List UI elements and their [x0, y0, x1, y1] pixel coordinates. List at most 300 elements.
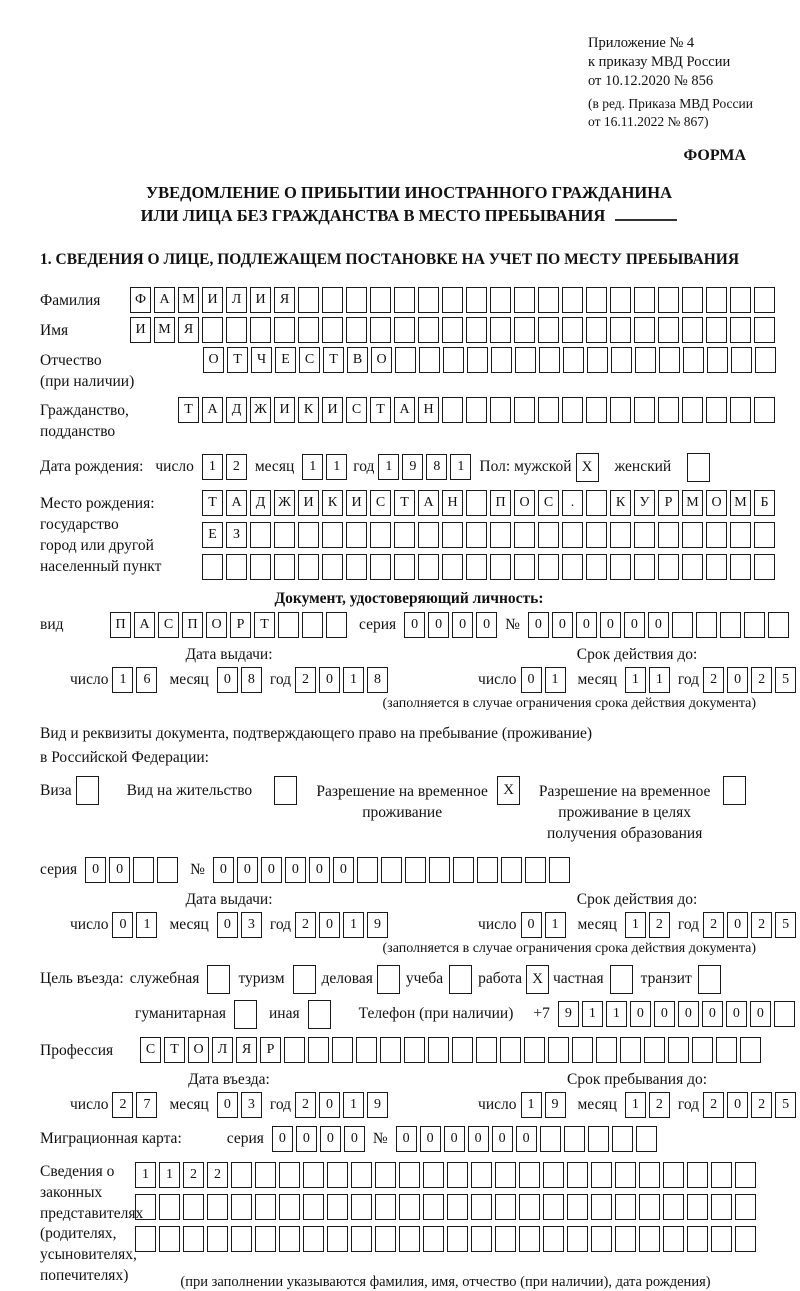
- char-cell[interactable]: [466, 554, 487, 580]
- char-cell[interactable]: [634, 287, 655, 313]
- char-cell[interactable]: [279, 1194, 300, 1220]
- char-cell[interactable]: К: [610, 490, 631, 516]
- char-cell[interactable]: [730, 317, 751, 343]
- char-cell[interactable]: 0: [726, 1001, 747, 1027]
- char-cell[interactable]: [466, 317, 487, 343]
- char-cell[interactable]: З: [226, 522, 247, 548]
- char-cell[interactable]: О: [514, 490, 535, 516]
- char-cell[interactable]: А: [226, 490, 247, 516]
- char-cell[interactable]: [423, 1162, 444, 1188]
- purpose-transit-checkbox[interactable]: [698, 965, 721, 994]
- char-cell[interactable]: 0: [320, 1126, 341, 1152]
- char-cell[interactable]: [255, 1226, 276, 1252]
- char-cell[interactable]: 3: [241, 1092, 262, 1118]
- char-cell[interactable]: [490, 554, 511, 580]
- char-cell[interactable]: [351, 1226, 372, 1252]
- char-cell[interactable]: [706, 554, 727, 580]
- char-cell[interactable]: 0: [492, 1126, 513, 1152]
- char-cell[interactable]: 2: [295, 667, 316, 693]
- char-cell[interactable]: [159, 1226, 180, 1252]
- char-cell[interactable]: [562, 554, 583, 580]
- char-cell[interactable]: [394, 554, 415, 580]
- char-cell[interactable]: [429, 857, 450, 883]
- char-cell[interactable]: Я: [274, 287, 295, 313]
- char-cell[interactable]: Д: [250, 490, 271, 516]
- char-cell[interactable]: П: [490, 490, 511, 516]
- char-cell[interactable]: [682, 522, 703, 548]
- char-cell[interactable]: 7: [136, 1092, 157, 1118]
- char-cell[interactable]: [567, 1226, 588, 1252]
- char-cell[interactable]: [659, 347, 680, 373]
- char-cell[interactable]: [442, 317, 463, 343]
- char-cell[interactable]: [639, 1162, 660, 1188]
- char-cell[interactable]: [477, 857, 498, 883]
- char-cell[interactable]: [683, 347, 704, 373]
- char-cell[interactable]: [564, 1126, 585, 1152]
- char-cell[interactable]: Т: [164, 1037, 185, 1063]
- char-cell[interactable]: [538, 287, 559, 313]
- char-cell[interactable]: [274, 554, 295, 580]
- purpose-business-checkbox[interactable]: [377, 965, 400, 994]
- char-cell[interactable]: И: [274, 397, 295, 423]
- char-cell[interactable]: Т: [202, 490, 223, 516]
- char-cell[interactable]: [308, 1037, 329, 1063]
- char-cell[interactable]: О: [206, 612, 227, 638]
- char-cell[interactable]: 1: [450, 454, 471, 480]
- char-cell[interactable]: [447, 1194, 468, 1220]
- char-cell[interactable]: [442, 397, 463, 423]
- char-cell[interactable]: М: [178, 287, 199, 313]
- char-cell[interactable]: [754, 554, 775, 580]
- char-cell[interactable]: 0: [648, 612, 669, 638]
- char-cell[interactable]: [453, 857, 474, 883]
- visa-checkbox[interactable]: [76, 776, 99, 805]
- char-cell[interactable]: 2: [112, 1092, 133, 1118]
- char-cell[interactable]: [202, 554, 223, 580]
- char-cell[interactable]: Т: [370, 397, 391, 423]
- char-cell[interactable]: 1: [112, 667, 133, 693]
- char-cell[interactable]: 0: [521, 667, 542, 693]
- char-cell[interactable]: [514, 317, 535, 343]
- char-cell[interactable]: [418, 554, 439, 580]
- char-cell[interactable]: [490, 287, 511, 313]
- char-cell[interactable]: [490, 317, 511, 343]
- char-cell[interactable]: А: [202, 397, 223, 423]
- char-cell[interactable]: [452, 1037, 473, 1063]
- char-cell[interactable]: [682, 554, 703, 580]
- char-cell[interactable]: 9: [367, 912, 388, 938]
- char-cell[interactable]: 0: [630, 1001, 651, 1027]
- char-cell[interactable]: [586, 397, 607, 423]
- char-cell[interactable]: [447, 1226, 468, 1252]
- char-cell[interactable]: О: [203, 347, 224, 373]
- char-cell[interactable]: [346, 554, 367, 580]
- char-cell[interactable]: [466, 522, 487, 548]
- char-cell[interactable]: [586, 522, 607, 548]
- char-cell[interactable]: [418, 522, 439, 548]
- char-cell[interactable]: С: [140, 1037, 161, 1063]
- char-cell[interactable]: [394, 287, 415, 313]
- char-cell[interactable]: [501, 857, 522, 883]
- char-cell[interactable]: [682, 287, 703, 313]
- char-cell[interactable]: [466, 287, 487, 313]
- char-cell[interactable]: 0: [702, 1001, 723, 1027]
- char-cell[interactable]: [284, 1037, 305, 1063]
- char-cell[interactable]: А: [134, 612, 155, 638]
- char-cell[interactable]: [706, 287, 727, 313]
- char-cell[interactable]: [731, 347, 752, 373]
- char-cell[interactable]: 0: [285, 857, 306, 883]
- char-cell[interactable]: 2: [703, 1092, 724, 1118]
- char-cell[interactable]: 1: [343, 912, 364, 938]
- char-cell[interactable]: С: [299, 347, 320, 373]
- char-cell[interactable]: Р: [658, 490, 679, 516]
- char-cell[interactable]: [298, 287, 319, 313]
- char-cell[interactable]: 0: [85, 857, 106, 883]
- char-cell[interactable]: [644, 1037, 665, 1063]
- char-cell[interactable]: [346, 287, 367, 313]
- char-cell[interactable]: [394, 317, 415, 343]
- char-cell[interactable]: 1: [545, 912, 566, 938]
- char-cell[interactable]: [495, 1226, 516, 1252]
- char-cell[interactable]: 3: [241, 912, 262, 938]
- char-cell[interactable]: 6: [136, 667, 157, 693]
- char-cell[interactable]: .: [562, 490, 583, 516]
- char-cell[interactable]: Т: [227, 347, 248, 373]
- char-cell[interactable]: 0: [528, 612, 549, 638]
- char-cell[interactable]: 0: [217, 1092, 238, 1118]
- char-cell[interactable]: [620, 1037, 641, 1063]
- char-cell[interactable]: 9: [402, 454, 423, 480]
- purpose-study-checkbox[interactable]: [449, 965, 472, 994]
- char-cell[interactable]: [207, 1226, 228, 1252]
- char-cell[interactable]: [615, 1162, 636, 1188]
- char-cell[interactable]: [658, 554, 679, 580]
- char-cell[interactable]: 0: [624, 612, 645, 638]
- char-cell[interactable]: 0: [319, 667, 340, 693]
- char-cell[interactable]: [548, 1037, 569, 1063]
- char-cell[interactable]: [716, 1037, 737, 1063]
- char-cell[interactable]: [357, 857, 378, 883]
- char-cell[interactable]: [615, 1194, 636, 1220]
- char-cell[interactable]: 1: [521, 1092, 542, 1118]
- char-cell[interactable]: П: [182, 612, 203, 638]
- char-cell[interactable]: Т: [178, 397, 199, 423]
- char-cell[interactable]: [754, 317, 775, 343]
- char-cell[interactable]: [255, 1194, 276, 1220]
- char-cell[interactable]: [279, 1162, 300, 1188]
- char-cell[interactable]: [562, 522, 583, 548]
- char-cell[interactable]: [135, 1194, 156, 1220]
- char-cell[interactable]: [549, 857, 570, 883]
- char-cell[interactable]: [443, 347, 464, 373]
- char-cell[interactable]: [735, 1194, 756, 1220]
- char-cell[interactable]: [610, 397, 631, 423]
- char-cell[interactable]: [682, 397, 703, 423]
- char-cell[interactable]: 1: [202, 454, 223, 480]
- char-cell[interactable]: 8: [367, 667, 388, 693]
- char-cell[interactable]: [183, 1194, 204, 1220]
- char-cell[interactable]: Д: [226, 397, 247, 423]
- char-cell[interactable]: 9: [367, 1092, 388, 1118]
- char-cell[interactable]: [687, 1162, 708, 1188]
- char-cell[interactable]: 1: [606, 1001, 627, 1027]
- purpose-work-checkbox[interactable]: X: [526, 965, 549, 994]
- char-cell[interactable]: [346, 522, 367, 548]
- char-cell[interactable]: [404, 1037, 425, 1063]
- temp-residence-permit-checkbox[interactable]: X: [497, 776, 520, 805]
- char-cell[interactable]: [540, 1126, 561, 1152]
- char-cell[interactable]: [538, 554, 559, 580]
- char-cell[interactable]: [658, 287, 679, 313]
- char-cell[interactable]: [442, 522, 463, 548]
- char-cell[interactable]: [322, 554, 343, 580]
- char-cell[interactable]: 1: [159, 1162, 180, 1188]
- char-cell[interactable]: 0: [468, 1126, 489, 1152]
- char-cell[interactable]: [346, 317, 367, 343]
- char-cell[interactable]: 1: [326, 454, 347, 480]
- char-cell[interactable]: 0: [261, 857, 282, 883]
- char-cell[interactable]: 0: [109, 857, 130, 883]
- char-cell[interactable]: [754, 522, 775, 548]
- char-cell[interactable]: Н: [418, 397, 439, 423]
- char-cell[interactable]: [730, 287, 751, 313]
- char-cell[interactable]: [500, 1037, 521, 1063]
- char-cell[interactable]: [495, 1162, 516, 1188]
- char-cell[interactable]: С: [346, 397, 367, 423]
- char-cell[interactable]: Р: [260, 1037, 281, 1063]
- char-cell[interactable]: [274, 317, 295, 343]
- char-cell[interactable]: [658, 317, 679, 343]
- char-cell[interactable]: С: [158, 612, 179, 638]
- char-cell[interactable]: [380, 1037, 401, 1063]
- char-cell[interactable]: 0: [404, 612, 425, 638]
- char-cell[interactable]: К: [322, 490, 343, 516]
- char-cell[interactable]: [740, 1037, 761, 1063]
- char-cell[interactable]: [298, 554, 319, 580]
- char-cell[interactable]: [562, 397, 583, 423]
- char-cell[interactable]: [658, 397, 679, 423]
- char-cell[interactable]: И: [322, 397, 343, 423]
- char-cell[interactable]: [567, 1194, 588, 1220]
- char-cell[interactable]: [514, 554, 535, 580]
- char-cell[interactable]: [720, 612, 741, 638]
- char-cell[interactable]: 2: [703, 667, 724, 693]
- char-cell[interactable]: 0: [750, 1001, 771, 1027]
- char-cell[interactable]: [730, 397, 751, 423]
- char-cell[interactable]: [754, 287, 775, 313]
- char-cell[interactable]: 1: [302, 454, 323, 480]
- char-cell[interactable]: 1: [625, 912, 646, 938]
- char-cell[interactable]: [303, 1162, 324, 1188]
- char-cell[interactable]: [663, 1162, 684, 1188]
- char-cell[interactable]: А: [154, 287, 175, 313]
- char-cell[interactable]: [591, 1162, 612, 1188]
- char-cell[interactable]: [399, 1162, 420, 1188]
- char-cell[interactable]: 0: [678, 1001, 699, 1027]
- purpose-official-checkbox[interactable]: [207, 965, 230, 994]
- char-cell[interactable]: 0: [521, 912, 542, 938]
- char-cell[interactable]: 5: [775, 1092, 796, 1118]
- char-cell[interactable]: [466, 397, 487, 423]
- char-cell[interactable]: [423, 1226, 444, 1252]
- char-cell[interactable]: [322, 317, 343, 343]
- char-cell[interactable]: [639, 1194, 660, 1220]
- char-cell[interactable]: [442, 554, 463, 580]
- char-cell[interactable]: [755, 347, 776, 373]
- char-cell[interactable]: П: [110, 612, 131, 638]
- char-cell[interactable]: [207, 1194, 228, 1220]
- char-cell[interactable]: М: [730, 490, 751, 516]
- char-cell[interactable]: [231, 1194, 252, 1220]
- char-cell[interactable]: 0: [420, 1126, 441, 1152]
- char-cell[interactable]: Л: [212, 1037, 233, 1063]
- char-cell[interactable]: О: [188, 1037, 209, 1063]
- char-cell[interactable]: [610, 522, 631, 548]
- residence-permit-checkbox[interactable]: [274, 776, 297, 805]
- char-cell[interactable]: [658, 522, 679, 548]
- char-cell[interactable]: [356, 1037, 377, 1063]
- char-cell[interactable]: [615, 1226, 636, 1252]
- char-cell[interactable]: [774, 1001, 795, 1027]
- char-cell[interactable]: [744, 612, 765, 638]
- char-cell[interactable]: [405, 857, 426, 883]
- char-cell[interactable]: Р: [230, 612, 251, 638]
- char-cell[interactable]: 2: [207, 1162, 228, 1188]
- char-cell[interactable]: 1: [378, 454, 399, 480]
- char-cell[interactable]: 2: [295, 912, 316, 938]
- char-cell[interactable]: [543, 1162, 564, 1188]
- char-cell[interactable]: 0: [344, 1126, 365, 1152]
- char-cell[interactable]: 0: [213, 857, 234, 883]
- char-cell[interactable]: А: [394, 397, 415, 423]
- char-cell[interactable]: [423, 1194, 444, 1220]
- char-cell[interactable]: 5: [775, 912, 796, 938]
- char-cell[interactable]: [635, 347, 656, 373]
- char-cell[interactable]: [351, 1162, 372, 1188]
- char-cell[interactable]: [133, 857, 154, 883]
- char-cell[interactable]: [562, 287, 583, 313]
- char-cell[interactable]: [672, 612, 693, 638]
- char-cell[interactable]: [543, 1226, 564, 1252]
- char-cell[interactable]: [370, 554, 391, 580]
- char-cell[interactable]: [231, 1162, 252, 1188]
- char-cell[interactable]: У: [634, 490, 655, 516]
- char-cell[interactable]: [711, 1162, 732, 1188]
- char-cell[interactable]: Л: [226, 287, 247, 313]
- char-cell[interactable]: 0: [296, 1126, 317, 1152]
- char-cell[interactable]: [471, 1194, 492, 1220]
- char-cell[interactable]: [327, 1162, 348, 1188]
- char-cell[interactable]: 0: [600, 612, 621, 638]
- char-cell[interactable]: О: [371, 347, 392, 373]
- char-cell[interactable]: [419, 347, 440, 373]
- char-cell[interactable]: 0: [452, 612, 473, 638]
- char-cell[interactable]: [490, 397, 511, 423]
- char-cell[interactable]: [663, 1226, 684, 1252]
- char-cell[interactable]: [381, 857, 402, 883]
- char-cell[interactable]: [327, 1226, 348, 1252]
- char-cell[interactable]: 0: [319, 1092, 340, 1118]
- char-cell[interactable]: 0: [654, 1001, 675, 1027]
- char-cell[interactable]: [279, 1226, 300, 1252]
- char-cell[interactable]: 8: [426, 454, 447, 480]
- char-cell[interactable]: 1: [649, 667, 670, 693]
- char-cell[interactable]: [255, 1162, 276, 1188]
- char-cell[interactable]: 2: [226, 454, 247, 480]
- char-cell[interactable]: [706, 522, 727, 548]
- char-cell[interactable]: [302, 612, 323, 638]
- char-cell[interactable]: [515, 347, 536, 373]
- char-cell[interactable]: 0: [217, 912, 238, 938]
- char-cell[interactable]: 0: [237, 857, 258, 883]
- char-cell[interactable]: 0: [552, 612, 573, 638]
- char-cell[interactable]: [202, 317, 223, 343]
- char-cell[interactable]: И: [130, 317, 151, 343]
- char-cell[interactable]: 2: [649, 912, 670, 938]
- char-cell[interactable]: [572, 1037, 593, 1063]
- char-cell[interactable]: С: [538, 490, 559, 516]
- char-cell[interactable]: [538, 317, 559, 343]
- char-cell[interactable]: Ж: [250, 397, 271, 423]
- char-cell[interactable]: [491, 347, 512, 373]
- gender-male-checkbox[interactable]: X: [576, 453, 599, 482]
- char-cell[interactable]: [514, 287, 535, 313]
- char-cell[interactable]: 0: [428, 612, 449, 638]
- char-cell[interactable]: [157, 857, 178, 883]
- char-cell[interactable]: 2: [751, 1092, 772, 1118]
- char-cell[interactable]: [634, 317, 655, 343]
- char-cell[interactable]: 0: [727, 667, 748, 693]
- purpose-humanitarian-checkbox[interactable]: [234, 1000, 257, 1029]
- char-cell[interactable]: И: [202, 287, 223, 313]
- char-cell[interactable]: 0: [516, 1126, 537, 1152]
- char-cell[interactable]: [706, 317, 727, 343]
- char-cell[interactable]: [562, 317, 583, 343]
- char-cell[interactable]: 1: [136, 912, 157, 938]
- char-cell[interactable]: А: [418, 490, 439, 516]
- char-cell[interactable]: [375, 1226, 396, 1252]
- char-cell[interactable]: [611, 347, 632, 373]
- char-cell[interactable]: С: [370, 490, 391, 516]
- char-cell[interactable]: 2: [751, 667, 772, 693]
- char-cell[interactable]: [524, 1037, 545, 1063]
- char-cell[interactable]: 2: [295, 1092, 316, 1118]
- char-cell[interactable]: [370, 287, 391, 313]
- char-cell[interactable]: [375, 1162, 396, 1188]
- char-cell[interactable]: [610, 287, 631, 313]
- char-cell[interactable]: [735, 1162, 756, 1188]
- char-cell[interactable]: 9: [558, 1001, 579, 1027]
- char-cell[interactable]: [351, 1194, 372, 1220]
- char-cell[interactable]: [543, 1194, 564, 1220]
- char-cell[interactable]: [687, 1226, 708, 1252]
- char-cell[interactable]: Н: [442, 490, 463, 516]
- char-cell[interactable]: [711, 1194, 732, 1220]
- char-cell[interactable]: Б: [754, 490, 775, 516]
- char-cell[interactable]: [596, 1037, 617, 1063]
- char-cell[interactable]: [612, 1126, 633, 1152]
- char-cell[interactable]: [563, 347, 584, 373]
- char-cell[interactable]: [586, 554, 607, 580]
- char-cell[interactable]: Ж: [274, 490, 295, 516]
- char-cell[interactable]: В: [347, 347, 368, 373]
- char-cell[interactable]: [591, 1226, 612, 1252]
- char-cell[interactable]: К: [298, 397, 319, 423]
- char-cell[interactable]: Е: [275, 347, 296, 373]
- char-cell[interactable]: 1: [343, 667, 364, 693]
- char-cell[interactable]: [682, 317, 703, 343]
